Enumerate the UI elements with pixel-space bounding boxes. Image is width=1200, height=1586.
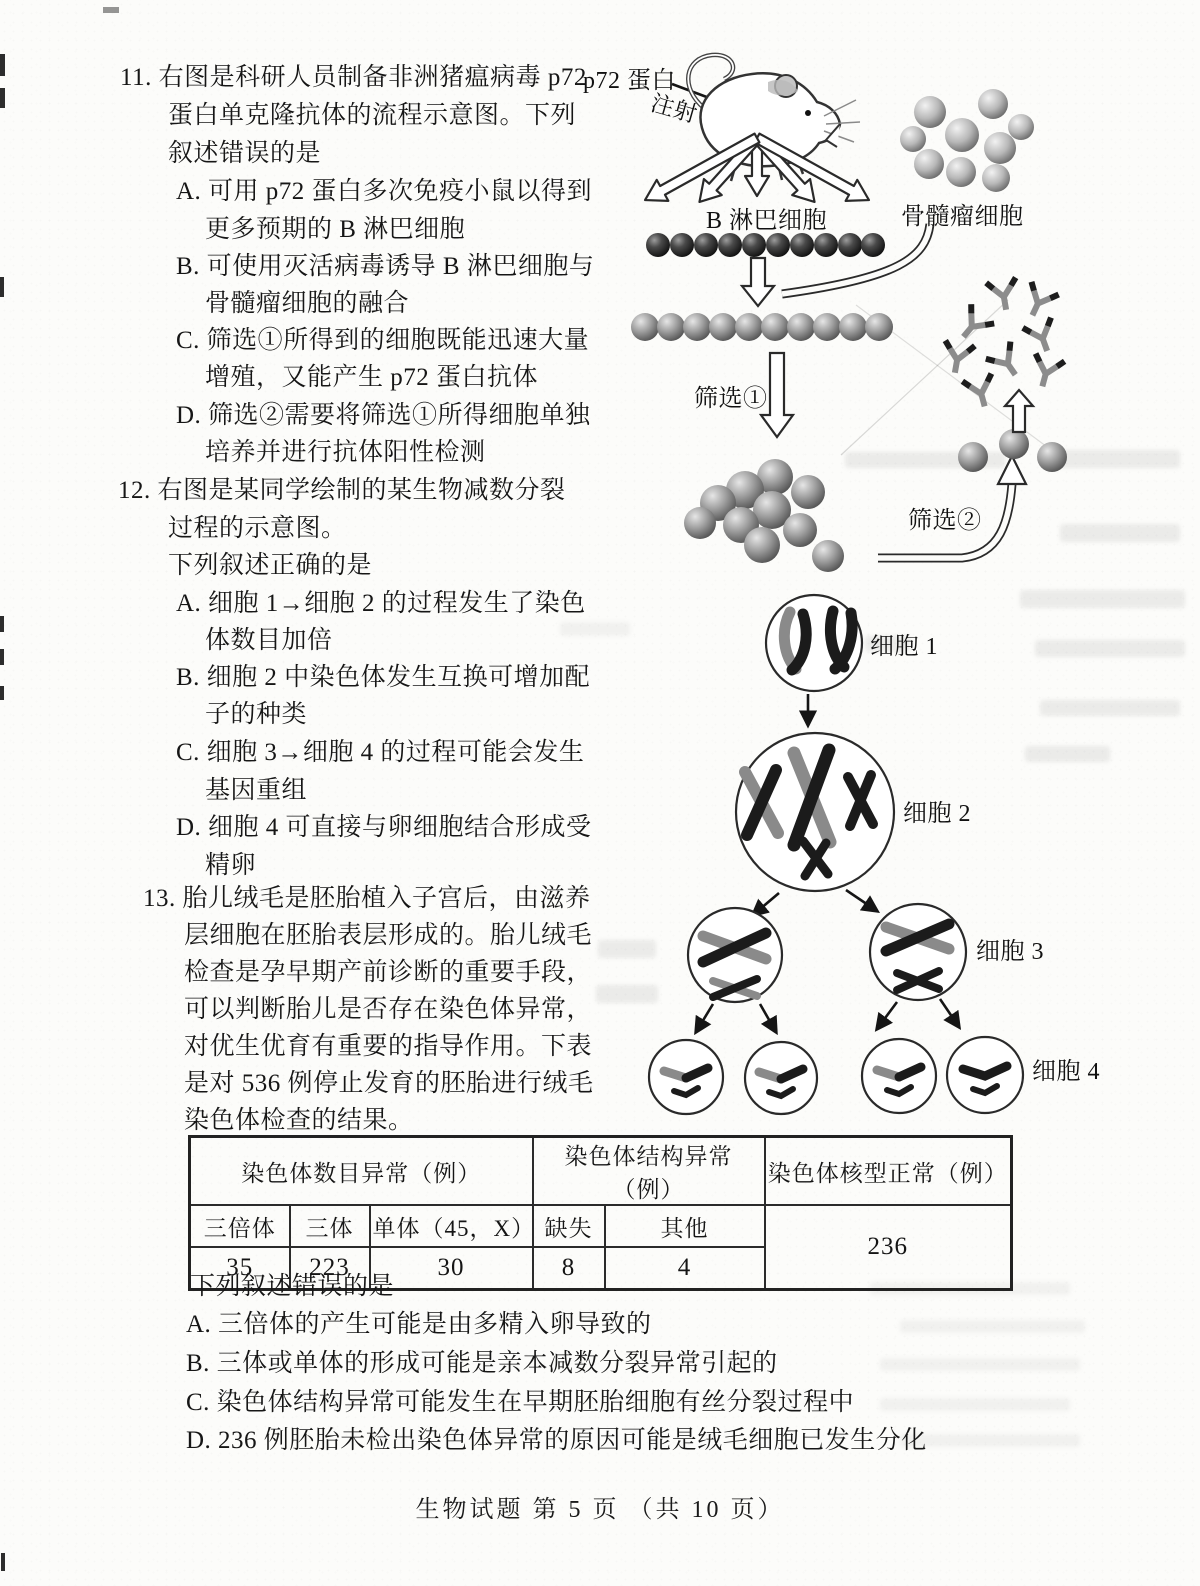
cell1-label: 细胞 1 xyxy=(870,634,938,660)
q11-option-a: 更多预期的 B 淋巴细胞 xyxy=(205,216,466,243)
antibody-cluster xyxy=(940,278,1064,411)
table-cell-normal-count: 236 xyxy=(765,1205,1012,1290)
meiosis-cell-2 xyxy=(736,733,894,891)
meiosis-cell-3-left xyxy=(688,908,782,1002)
table-sub-header: 其他 xyxy=(605,1205,765,1247)
q11-line: 叙述错误的是 xyxy=(168,140,322,167)
table-cell: 8 xyxy=(533,1247,605,1290)
scan-artifact xyxy=(1,1553,5,1571)
q12-line: 12. 右图是某同学绘制的某生物减数分裂 xyxy=(118,477,566,504)
q13-line: 可以判断胎儿是否存在染色体异常， xyxy=(184,996,593,1023)
q11-option-c: 增殖，又能产生 p72 蛋白抗体 xyxy=(205,364,539,391)
q13-option-b: B. 三体或单体的形成可能是亲本减数分裂异常引起的 xyxy=(186,1350,778,1377)
myeloma-cluster xyxy=(900,89,1034,192)
q12-option-c: 基因重组 xyxy=(205,777,308,804)
cell3-label: 细胞 3 xyxy=(976,939,1044,965)
q11-option-a: A. 可用 p72 蛋白多次免疫小鼠以得到 xyxy=(176,178,593,205)
screen1-label: 筛选① xyxy=(694,386,768,412)
q11-option-b: B. 可使用灭活病毒诱导 B 淋巴细胞与 xyxy=(176,253,595,280)
table-group-header: 染色体结构异常（例） xyxy=(533,1137,765,1206)
meiosis-cell-4-group xyxy=(649,1037,1023,1114)
bleed-through xyxy=(900,1434,1080,1447)
fan-arrows xyxy=(639,128,875,211)
table-cell: 223 xyxy=(290,1247,370,1290)
q11-option-d: D. 筛选②需要将筛选①所得细胞单独 xyxy=(176,402,591,429)
q12-option-b: 子的种类 xyxy=(205,701,308,728)
fused-cell-row xyxy=(631,313,893,341)
bleed-through xyxy=(880,1358,1080,1371)
b-cell-label: B 淋巴细胞 xyxy=(706,208,828,234)
cell4-label: 细胞 4 xyxy=(1032,1059,1100,1085)
table-cell: 35 xyxy=(190,1247,290,1290)
q13-option-d: D. 236 例胚胎未检出染色体异常的原因可能是绒毛细胞已发生分化 xyxy=(186,1427,927,1454)
hybridoma-cluster xyxy=(684,459,844,572)
b-cell-row xyxy=(646,233,885,257)
q13-option-a: A. 三倍体的产生可能是由多精入卵导致的 xyxy=(186,1311,652,1338)
myeloma-label: 骨髓瘤细胞 xyxy=(901,204,1024,230)
p72-protein-label: p72 蛋白 xyxy=(583,68,676,94)
bleed-through xyxy=(880,1398,1070,1411)
q11-option-d: 培养并进行抗体阳性检测 xyxy=(205,439,486,466)
q13-line: 13. 胎儿绒毛是胚胎植入子宫后，由滋养 xyxy=(143,885,591,912)
table-sub-header: 缺失 xyxy=(533,1205,605,1247)
inject-label: 注射 xyxy=(648,90,701,128)
q12-option-a: 体数目加倍 xyxy=(205,627,333,654)
q12-line: 过程的示意图。 xyxy=(168,515,347,542)
antibody-up-arrow xyxy=(1005,390,1033,432)
q11-line: 蛋白单克隆抗体的流程示意图。下列 xyxy=(168,102,577,129)
page-footer: 生物试题 第 5 页 （共 10 页） xyxy=(415,1497,785,1523)
q13-option-c: C. 染色体结构异常可能发生在早期胚胎细胞有丝分裂过程中 xyxy=(186,1389,855,1416)
q13-prompt: 下列叙述错误的是 xyxy=(190,1273,395,1300)
fusion-arrow xyxy=(742,258,774,306)
table-sub-header: 三体 xyxy=(290,1205,370,1247)
q12-option-d: 精卵 xyxy=(205,852,257,879)
q12-option-d: D. 细胞 4 可直接与卵细胞结合形成受 xyxy=(176,814,592,841)
meiosis-cell-1 xyxy=(766,595,862,691)
q12-option-b: B. 细胞 2 中染色体发生互换可增加配 xyxy=(176,664,591,691)
q13-line: 检查是孕早期产前诊断的重要手段， xyxy=(184,959,593,986)
screen2-label: 筛选② xyxy=(908,508,982,534)
table-sub-header: 单体（45，X） xyxy=(370,1205,533,1247)
table-cell: 4 xyxy=(605,1247,765,1290)
q11-option-c: C. 筛选①所得到的细胞既能迅速大量 xyxy=(176,327,590,354)
q13-line: 是对 536 例停止发育的胚胎进行绒毛 xyxy=(184,1070,594,1097)
table-group-header: 染色体核型正常（例） xyxy=(765,1137,1012,1206)
q11-line: 11. 右图是科研人员制备非洲猪瘟病毒 p72 xyxy=(120,64,587,91)
q13-line: 染色体检查的结果。 xyxy=(184,1107,414,1134)
meiosis-cell-3-right xyxy=(870,904,966,1000)
q11-option-b: 骨髓瘤细胞的融合 xyxy=(205,290,410,317)
q13-line: 层细胞在胚胎表层形成的。胎儿绒毛 xyxy=(184,922,593,949)
q13-line: 对优生优育有重要的指导作用。下表 xyxy=(184,1033,593,1060)
bleed-through xyxy=(900,1320,1085,1333)
q12-option-c: C. 细胞 3→细胞 4 的过程可能会发生 xyxy=(176,739,585,766)
table-sub-header: 三倍体 xyxy=(190,1205,290,1247)
cell2-label: 细胞 2 xyxy=(903,801,971,827)
table-cell: 30 xyxy=(370,1247,533,1290)
q12-option-a: A. 细胞 1→细胞 2 的过程发生了染色 xyxy=(176,590,586,617)
table-group-header: 染色体数目异常（例） xyxy=(190,1137,533,1206)
q12-line: 下列叙述正确的是 xyxy=(168,552,373,579)
